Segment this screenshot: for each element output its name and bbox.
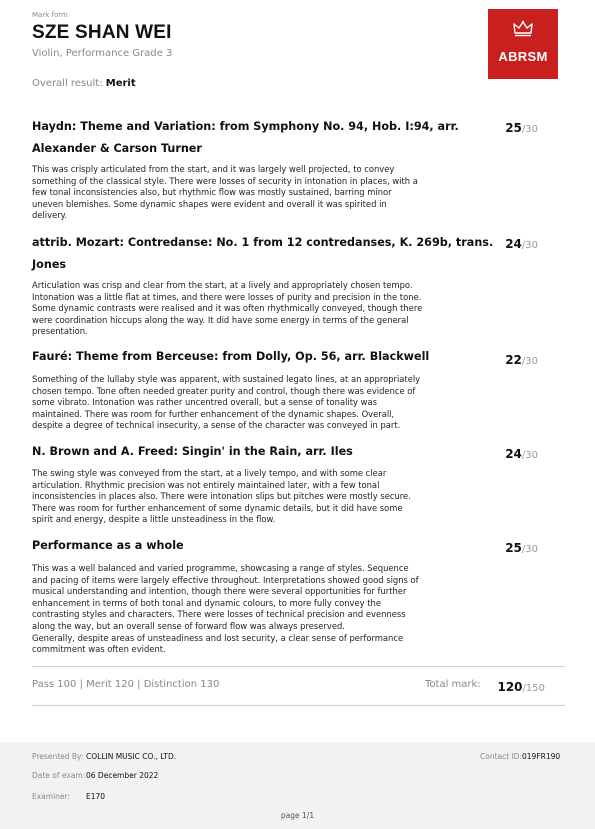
piece-3-mark-out-of: /30 (521, 356, 538, 367)
total-mark (485, 680, 545, 694)
piece-3-mark (478, 353, 538, 367)
piece-3-title (32, 348, 429, 366)
piece-1-title (32, 118, 459, 158)
piece-4-mark-value: 24 (505, 447, 522, 461)
piece-2-title-line1: attrib. Mozart: Contredanse: No. 1 from 12 contredanses, K. 269b, trans. (32, 236, 494, 249)
logo-text: ABRSM (498, 49, 548, 64)
piece-4-mark (478, 447, 538, 461)
piece-2-comment: Articulation was crisp and clear from the start, at a lively and appropriately chosen tempo. Intonation was a little flat at times, and there were losses of purity and precision in the tone. Some dynamic contrasts were realised and it was often rhythmically conveyed, though there were coordination hiccups along the way. It did have some energy in terms of the general presentation. (32, 280, 423, 337)
piece-3-mark-value: 22 (505, 353, 522, 367)
exam-subtitle: Violin, Performance Grade 3 (32, 48, 173, 59)
exam-date-value: 06 December 2022 (86, 771, 159, 780)
piece-4-mark-out-of: /30 (521, 450, 538, 461)
abrsm-logo (488, 9, 558, 79)
piece-1-comment: This was crisply articulated from the start, and it was largely well projected, to convey something of the classical style. There were losses of security in intonation in places, with a few tonal inconsistencies also, but rhythmic flow was mostly sustained, barring minor uneven blemishes. Some dynamic shapes were evident and overall it was spirited in delivery. (32, 164, 418, 221)
piece-3-title-line1: Fauré: Theme from Berceuse: from Dolly, Op. 56, arr. Blackwell (32, 350, 430, 363)
contact-id-label: Contact ID: (480, 752, 523, 761)
exam-date-label: Date of exam: (32, 771, 86, 780)
piece-1-mark-out-of: /30 (521, 124, 538, 135)
piece-1-mark (478, 121, 538, 135)
piece-2-mark-value: 24 (505, 237, 522, 251)
performance-whole-mark (478, 541, 538, 555)
presented-by-label: Presented By: (32, 752, 84, 761)
examiner-value: E170 (86, 792, 106, 801)
piece-2-mark-out-of: /30 (521, 240, 538, 251)
footer (0, 742, 595, 829)
performance-whole-title-line1: Performance as a whole (32, 539, 184, 552)
piece-2-title (32, 234, 493, 274)
piece-4-title (32, 443, 353, 461)
piece-1-title-line2: Alexander & Carson Turner (32, 142, 202, 155)
total-mark-label: Total mark: (425, 679, 481, 690)
divider-top (32, 666, 565, 667)
overall-result (32, 78, 136, 89)
total-mark-out-of: /150 (522, 683, 545, 694)
performance-whole-title (32, 537, 184, 555)
total-mark-value: 120 (497, 680, 523, 694)
examiner-label: Examiner: (32, 792, 71, 801)
performance-whole-mark-value: 25 (505, 541, 522, 555)
grade-thresholds: Pass 100 | Merit 120 | Distinction 130 (32, 679, 220, 690)
overall-result-label: Overall result: (32, 78, 103, 89)
candidate-name: SZE SHAN WEI (32, 22, 172, 43)
contact-id-value: 019FR190 (522, 752, 561, 761)
piece-1-mark-value: 25 (505, 121, 522, 135)
form-label: Mark form (32, 11, 68, 19)
overall-result-value: Merit (105, 78, 136, 89)
piece-2-title-line2: Jones (32, 258, 67, 271)
page-number: page 1/1 (280, 811, 315, 820)
crown-icon (513, 20, 533, 37)
performance-whole-comment: This was a well balanced and varied programme, showcasing a range of styles. Sequence and pacing of items were largely effective throughout. Interpretations showed good signs of musical understanding and intention, though there were several opportunities for further enhancement in terms of both tonal and dynamic colours, to more fully convey the contrasting styles and characters. There were losses of technical precision and evenness along the way, but an overall sense of forward flow was always preserved. Generally, despite areas of unsteadiness and lost security, a clear sense of performance commitment was often evident. (32, 563, 419, 655)
piece-4-title-line1: N. Brown and A. Freed: Singin' in the Rain, arr. Iles (32, 445, 353, 458)
performance-whole-mark-out-of: /30 (521, 544, 538, 555)
divider-bottom (32, 705, 565, 706)
presented-by-value: COLLIN MUSIC CO., LTD. (86, 752, 177, 761)
piece-4-comment: The swing style was conveyed from the start, at a lively tempo, and with some clear articulation. Rhythmic precision was not entirely maintained later, with a few tonal inconsistencies in places also. There were intonation slips but pitches were mostly secure. There was room for further enhancement of some dynamic details, but it did have some spirit and energy, despite a little unsteadiness in the flow. (32, 468, 411, 525)
piece-2-mark (478, 237, 538, 251)
piece-3-comment: Something of the lullaby style was apparent, with sustained legato lines, at an appropriately chosen tempo. Tone often needed greater purity and control, though there was evidence of some vibrato. Intonation was rather uncentred overall, but a sense of tonality was maintained. There was room for further enhancement of the dynamic shapes. Overall, despite a degree of technical insecurity, a sense of the character was conveyed in part. (32, 374, 421, 431)
piece-1-title-line1: Haydn: Theme and Variation: from Symphony No. 94, Hob. I:94, arr. (32, 120, 459, 133)
